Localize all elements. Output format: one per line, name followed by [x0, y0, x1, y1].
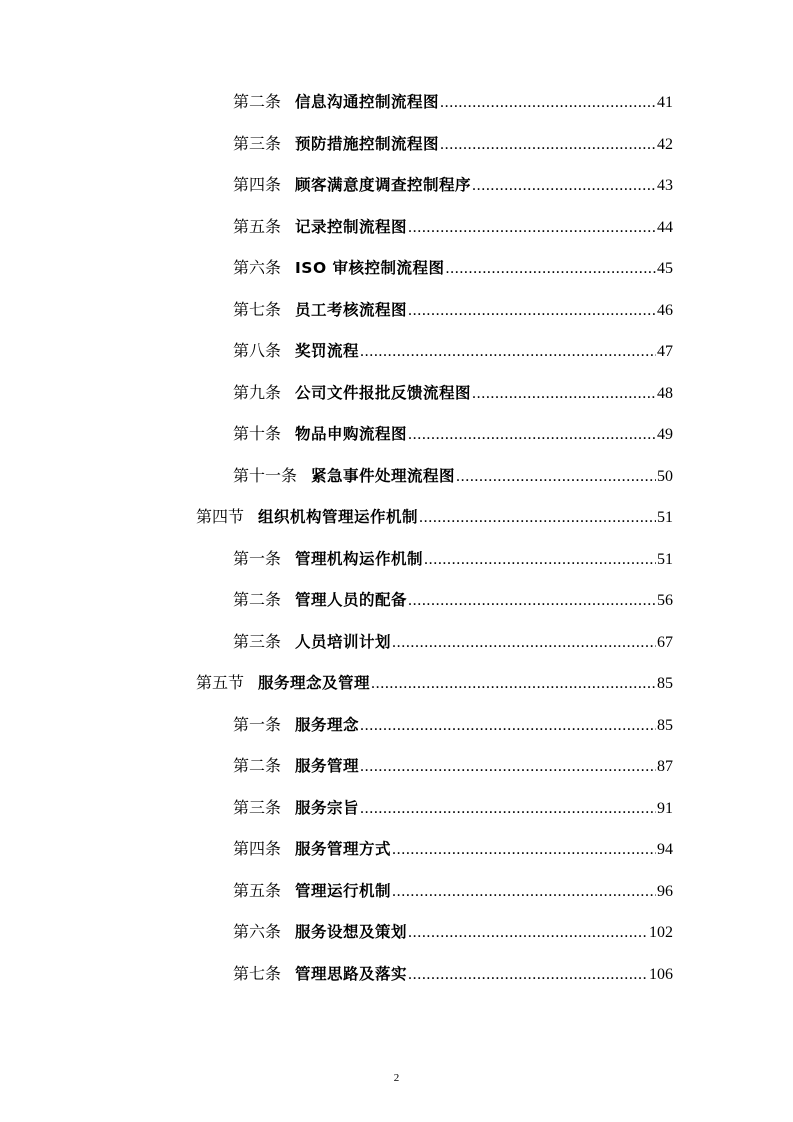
toc-entry-page: 50 — [657, 467, 673, 485]
toc-entry[interactable] — [233, 340, 673, 362]
toc-entry-number: 第四节 — [196, 509, 245, 526]
toc-entry-number: 第三条 — [233, 799, 282, 817]
toc-entry-title: 信息沟通控制流程图 — [295, 93, 440, 111]
toc-leader-dots — [392, 632, 656, 654]
toc-entry-page: 106 — [649, 965, 673, 983]
toc-entry[interactable] — [233, 257, 673, 279]
toc-entry[interactable] — [233, 714, 673, 736]
toc-entry-title: 奖罚流程 — [295, 342, 360, 360]
toc-entry-page: 94 — [657, 841, 673, 858]
toc-entry-title: 服务设想及策划 — [295, 923, 408, 941]
toc-leader-dots — [360, 715, 656, 737]
toc-leader-dots — [360, 341, 656, 363]
toc-entry-title: 物品申购流程图 — [295, 425, 408, 443]
toc-leader-dots — [472, 175, 656, 197]
toc-entry-title: 服务宗旨 — [295, 798, 360, 817]
toc-leader-dots — [371, 673, 656, 695]
toc-entry[interactable] — [233, 133, 673, 155]
toc-entry-title: 紧急事件处理流程图 — [311, 466, 456, 485]
toc-leader-dots — [408, 922, 648, 944]
toc-entry-title: 员工考核流程图 — [295, 300, 408, 319]
toc-entry-number: 第二条 — [233, 592, 282, 609]
toc-entry-title: 服务理念及管理 — [258, 674, 371, 692]
toc-entry-page: 91 — [657, 799, 673, 817]
toc-entry-number: 第三条 — [233, 633, 282, 651]
page-number: 2 — [393, 1072, 400, 1084]
toc-entry-page: 49 — [657, 426, 673, 443]
toc-entry[interactable] — [233, 963, 673, 985]
toc-leader-dots — [440, 92, 656, 114]
toc-leader-dots — [392, 881, 656, 903]
toc-leader-dots — [408, 590, 656, 612]
toc-leader-dots — [456, 466, 656, 488]
toc-entry-number: 第八条 — [233, 343, 282, 360]
toc-entry-title: 服务管理方式 — [295, 840, 392, 858]
toc-leader-dots — [472, 383, 656, 405]
toc-entry-page: 85 — [657, 716, 673, 734]
toc-entry-number: 第十条 — [233, 426, 282, 443]
toc-entry-title: 管理运行机制 — [295, 881, 392, 900]
toc-entry-number: 第七条 — [233, 301, 282, 319]
toc-entry-page: 46 — [657, 301, 673, 319]
toc-leader-dots — [446, 258, 656, 280]
toc-entry-page: 43 — [657, 177, 673, 194]
toc-leader-dots — [440, 134, 656, 156]
toc-leader-dots — [360, 798, 656, 820]
toc-leader-dots — [360, 756, 656, 778]
toc-entry[interactable] — [233, 299, 673, 321]
toc-entry-page: 45 — [657, 260, 673, 277]
toc-leader-dots — [408, 424, 656, 446]
toc-entry[interactable] — [233, 797, 673, 819]
toc-entry-page: 48 — [657, 384, 673, 402]
toc-section-entry[interactable] — [196, 672, 673, 694]
toc-entry[interactable] — [233, 548, 673, 570]
toc-entry-title: 服务理念 — [295, 715, 360, 734]
toc-entry[interactable] — [233, 631, 673, 653]
toc-entry[interactable] — [233, 91, 673, 113]
toc-entry-page: 42 — [657, 135, 673, 153]
toc-entry-number: 第四条 — [233, 841, 282, 858]
toc-entry-title: 组织机构管理运作机制 — [258, 508, 419, 526]
toc-entry[interactable] — [233, 382, 673, 404]
toc-entry-number: 第一条 — [233, 716, 282, 734]
toc-entry-number: 第五条 — [233, 882, 282, 900]
toc-leader-dots — [419, 507, 656, 529]
toc-entry-number: 第二条 — [233, 94, 282, 111]
toc-entry-title: 预防措施控制流程图 — [295, 134, 440, 153]
toc-entry-number: 第一条 — [233, 550, 282, 568]
toc-entry-page: 67 — [657, 633, 673, 651]
toc-entry-page: 47 — [657, 343, 673, 360]
toc-entry-title: ISO 审核控制流程图 — [295, 259, 445, 277]
toc-entry-page: 87 — [657, 758, 673, 775]
toc-entry-title: 人员培训计划 — [295, 632, 392, 651]
toc-leader-dots — [424, 549, 656, 571]
toc-entry-number: 第二条 — [233, 758, 282, 775]
toc-leader-dots — [408, 964, 648, 986]
toc-entry-page: 51 — [657, 550, 673, 568]
toc-entry-title: 公司文件报批反馈流程图 — [295, 383, 472, 402]
toc-entry-page: 44 — [657, 218, 673, 236]
toc-entry-page: 51 — [657, 509, 673, 526]
toc-section-entry[interactable] — [196, 506, 673, 528]
toc-entry[interactable] — [233, 880, 673, 902]
toc-entry-number: 第六条 — [233, 924, 282, 941]
toc-leader-dots — [392, 839, 656, 861]
toc-leader-dots — [408, 217, 656, 239]
toc-entry[interactable] — [233, 838, 673, 860]
toc-entry-number: 第五条 — [233, 218, 282, 236]
toc-leader-dots — [408, 300, 656, 322]
toc-entry[interactable] — [233, 755, 673, 777]
toc-entry-title: 管理思路及落实 — [295, 964, 408, 983]
toc-entry-page: 41 — [657, 94, 673, 111]
toc-entry-title: 顾客满意度调查控制程序 — [295, 176, 472, 194]
toc-entry-number: 第六条 — [233, 260, 282, 277]
toc-entry[interactable] — [233, 216, 673, 238]
toc-entry-page: 96 — [657, 882, 673, 900]
toc-entry[interactable] — [233, 423, 673, 445]
toc-entry-title: 管理人员的配备 — [295, 591, 408, 609]
toc-entry[interactable] — [233, 465, 673, 487]
toc-entry-number: 第五节 — [196, 675, 245, 692]
toc-entry-page: 85 — [657, 675, 673, 692]
toc-entry-number: 第十一条 — [233, 467, 298, 485]
toc-entry-number: 第九条 — [233, 384, 282, 402]
toc-entry-page: 56 — [657, 592, 673, 609]
toc-entry-number: 第七条 — [233, 965, 282, 983]
toc-entry-number: 第三条 — [233, 135, 282, 153]
toc-entry[interactable] — [233, 589, 673, 611]
toc-entry-page: 102 — [649, 924, 673, 941]
toc-entry-title: 管理机构运作机制 — [295, 549, 424, 568]
toc-entry-title: 服务管理 — [295, 757, 360, 775]
toc-entry-number: 第四条 — [233, 177, 282, 194]
toc-entry[interactable] — [233, 921, 673, 943]
toc-entry[interactable] — [233, 174, 673, 196]
toc-entry-title: 记录控制流程图 — [295, 217, 408, 236]
